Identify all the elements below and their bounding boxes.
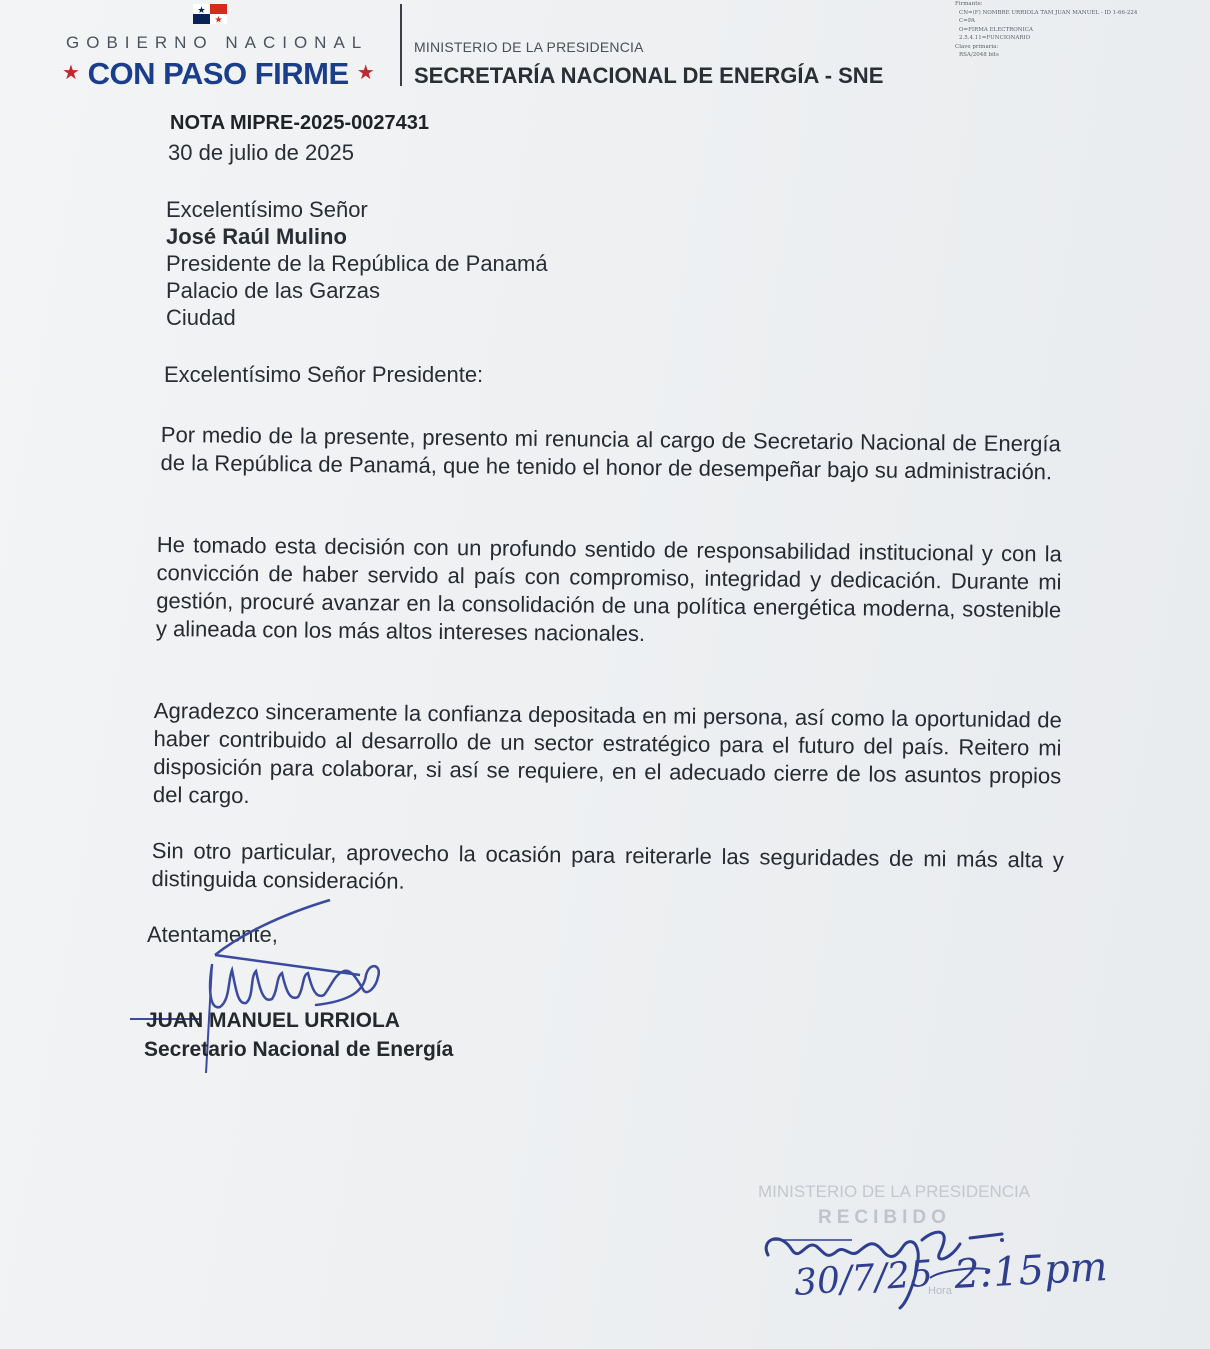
svg-text:2:15pm: 2:15pm — [953, 1244, 1109, 1298]
recipient-title: Presidente de la República de Panamá — [166, 251, 548, 276]
handwritten-date — [793, 1253, 934, 1304]
e-signature-line: 2.5.4.11=FUNCIONARIO — [959, 35, 1031, 41]
e-signature-line: O=FIRMA ELECTRONICA — [959, 26, 1033, 33]
star-icon: ★ — [62, 62, 80, 84]
panama-flag-icon — [193, 4, 227, 24]
gov-name: GOBIERNO NACIONAL — [66, 33, 369, 52]
e-signature-line: CN=(F) NOMBRE URRIOLA TAM JUAN MANUEL - ID 1-66-224 — [959, 9, 1138, 16]
secretariat-name: SECRETARÍA NACIONAL DE ENERGÍA - SNE — [414, 63, 884, 88]
slogan-text: CON PASO FIRME — [87, 56, 349, 91]
body-paragraph: Agradezco sinceramente la confianza depositada en mi persona, así como la oportunidad de haber contribuido al desarrollo de un sector estratégico para el futuro del país. Reitero mi disposición para colaborar, si así se requiere, en el adecuado cierre de los asuntos propios del cargo. — [152, 697, 1062, 809]
recipient-city: Ciudad — [166, 305, 236, 330]
handwritten-time — [952, 1244, 1109, 1298]
signer-title: Secretario Nacional de Energía — [144, 1038, 454, 1061]
recipient-name: José Raúl Mulino — [166, 224, 347, 249]
recipient-honorific: Excelentísimo Señor — [166, 197, 368, 222]
body-paragraph: Por medio de la presente, presento mi renuncia al cargo de Secretario Nacional de Energía de la República de Panamá, que he tenido el honor de desempeñar bajo su administración. — [160, 421, 1061, 485]
body-paragraph: Sin otro particular, aprovecho la ocasión para reiterarle las seguridades de mi más alta y distinguida consideración. — [151, 837, 1064, 894]
received-stamp-label: RECIBIDO — [818, 1207, 951, 1228]
received-stamp-office: MINISTERIO DE LA PRESIDENCIA — [758, 1182, 1031, 1201]
received-handwriting — [740, 1200, 1160, 1330]
letter-date: 30 de julio de 2025 — [168, 140, 354, 165]
star-icon: ★ — [356, 62, 375, 84]
note-number: NOTA MIPRE-2025-0027431 — [170, 112, 430, 134]
e-signature-line: RSA/2048 bits — [959, 52, 999, 58]
received-stamp-hora: Hora — [928, 1285, 952, 1297]
e-signature-line: Clave primaria: — [955, 43, 999, 50]
e-signature-box — [955, 0, 1205, 60]
header-divider — [400, 4, 402, 86]
salutation: Excelentísimo Señor Presidente: — [164, 362, 484, 387]
body-paragraph: He tomado esta decisión con un profundo sentido de responsabilidad institucional y con la convicción de haber servido al país con compromiso, integridad y dedicación. Durante mi gestión, procuré avanzar en la consolidación de una política energética moderna, sostenible y alineada con los más altos intereses nacionales. — [155, 531, 1062, 647]
ministry-name: MINISTERIO DE LA PRESIDENCIA — [414, 39, 644, 55]
e-signature-line: Firmante: — [955, 1, 983, 7]
svg-text:30/7/25: 30/7/25 — [792, 1253, 935, 1304]
e-signature-line: C=PA — [959, 18, 975, 24]
recipient-place: Palacio de las Garzas — [166, 278, 380, 303]
closing: Atentamente, — [147, 922, 278, 947]
recipient-block — [166, 196, 548, 331]
signer-name: JUAN MANUEL URRIOLA — [146, 1009, 400, 1032]
gov-slogan — [62, 56, 374, 92]
